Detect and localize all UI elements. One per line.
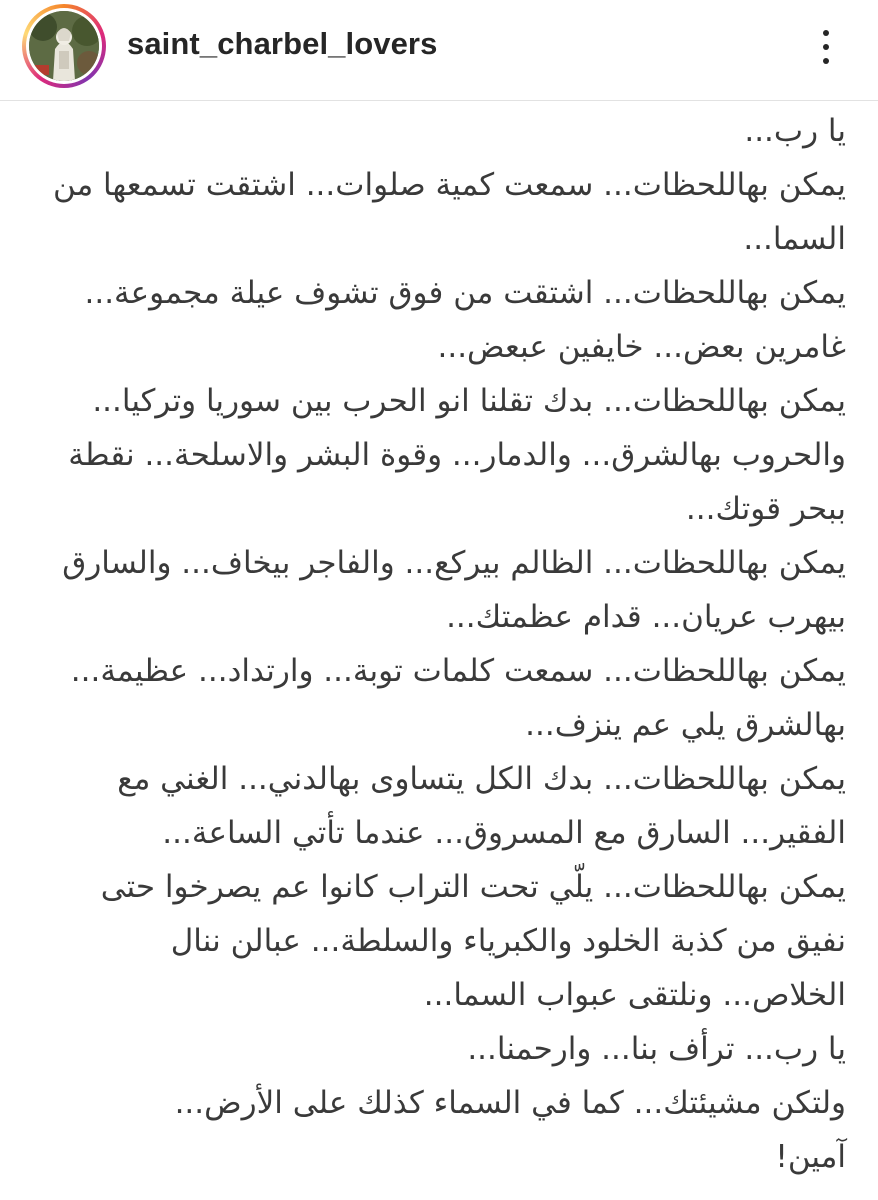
post-line: يا رب...: [744, 113, 846, 149]
more-dot: [823, 30, 829, 36]
avatar-image: [29, 11, 99, 81]
post-line: بيهرب عريان... قدام عظمتك...: [446, 599, 846, 635]
post-line: يا رب... ترأف بنا... وارحمنا...: [467, 1031, 846, 1067]
post-line: يمكن بهاللحظات... سمعت كمية صلوات... اشتقت تسمعها من: [52, 167, 846, 203]
more-dot: [823, 58, 829, 64]
more-options-icon[interactable]: [808, 22, 844, 72]
post-header: [0, 0, 878, 101]
post-line: آمين!: [775, 1139, 846, 1175]
post-line: ولتكن مشيئتك... كما في السماء كذلك على الأرض...: [174, 1085, 846, 1121]
post-line: الفقير... السارق مع المسروق... عندما تأتي الساعة...: [162, 815, 846, 851]
post-line: يمكن بهاللحظات... يلّي تحت التراب كانوا عم يصرخوا حتى: [100, 869, 846, 905]
post-line: نفيق من كذبة الخلود والكبرياء والسلطة... عبالن ننال: [170, 923, 846, 959]
post-line: السما...: [743, 221, 846, 257]
story-ring[interactable]: [22, 4, 106, 88]
post-line: يمكن بهاللحظات... بدك تقلنا انو الحرب بين سوريا وتركيا...: [92, 383, 846, 419]
post-text: [0, 104, 878, 1200]
username-link[interactable]: saint_charbel_lovers: [127, 26, 438, 61]
post-line: يمكن بهاللحظات... الظالم بيركع... والفاجر بيخاف... والسارق: [62, 545, 846, 581]
post-line: والحروب بهالشرق... والدمار... وقوة البشر والاسلحة... نقطة: [68, 437, 846, 473]
post-line: غامرين بعض... خايفين عبعض...: [437, 329, 846, 365]
post-line: يمكن بهاللحظات... بدك الكل يتساوى بهالدني... الغني مع: [117, 761, 846, 797]
more-dot: [823, 44, 829, 50]
post-line: ببحر قوتك...: [685, 491, 846, 527]
post-line: يمكن بهاللحظات... اشتقت من فوق تشوف عيلة مجموعة...: [84, 275, 846, 311]
post-line: يمكن بهاللحظات... سمعت كلمات توبة... وارتداد... عظيمة...: [70, 653, 846, 689]
post-line: الخلاص... ونلتقى عبواب السما...: [423, 977, 846, 1013]
avatar-frame: [26, 8, 102, 84]
post-line: بهالشرق يلي عم ينزف...: [525, 707, 846, 743]
avatar-icon[interactable]: [29, 11, 99, 81]
